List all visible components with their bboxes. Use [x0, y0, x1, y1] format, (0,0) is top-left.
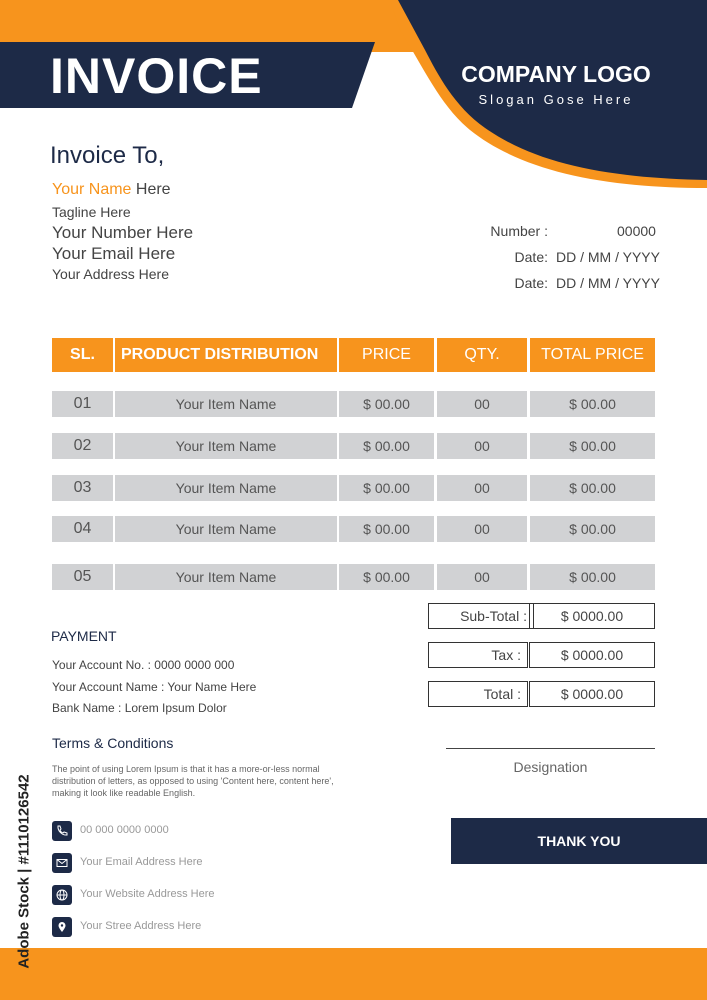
due-date-value: DD / MM / YYYY — [556, 275, 660, 291]
row-price: $ 00.00 — [339, 433, 434, 459]
tax-label: Tax : — [428, 642, 528, 668]
account-number: Your Account No. : 0000 0000 000 — [52, 658, 235, 672]
row-name: Your Item Name — [115, 391, 337, 417]
header-qty: QTY. — [437, 338, 527, 372]
client-name-rest: Here — [131, 181, 171, 198]
date-value: DD / MM / YYYY — [556, 249, 660, 265]
thank-you-banner: THANK YOU — [451, 818, 707, 864]
row-total: $ 00.00 — [530, 433, 655, 459]
subtotal-value: $ 0000.00 — [529, 603, 655, 629]
signature-line — [446, 748, 655, 749]
contact-website: Your Website Address Here — [80, 888, 215, 900]
terms-body: The point of using Lorem Ipsum is that it has a more-or-less normal distribution of letters, as opposed to using 'Content here, content here', making it look like readable English. — [52, 764, 334, 798]
email-icon — [52, 853, 72, 873]
total-value: $ 0000.00 — [529, 681, 655, 707]
invoice-to-heading: Invoice To, — [50, 142, 165, 169]
row-qty: 00 — [437, 391, 527, 417]
header-total: TOTAL PRICE — [530, 338, 655, 372]
terms-heading: Terms & Conditions — [52, 735, 174, 751]
phone-icon — [52, 821, 72, 841]
date-label: Date: — [514, 249, 548, 265]
header-sl: SL. — [52, 338, 113, 372]
row-qty: 00 — [437, 516, 527, 542]
contact-phone: 00 000 0000 0000 — [80, 824, 169, 836]
company-logo: COMPANY LOGO — [461, 61, 651, 87]
contact-address: Your Stree Address Here — [80, 920, 202, 932]
due-date-label: Date: — [514, 275, 548, 291]
header-product: PRODUCT DISTRIBUTION — [115, 338, 337, 372]
subtotal-label: Sub-Total : — [428, 603, 534, 629]
client-name — [52, 181, 171, 199]
stock-watermark — [9, 760, 33, 990]
company-slogan: Slogan Gose Here — [478, 92, 634, 107]
header-price: PRICE — [339, 338, 434, 372]
bank-name: Bank Name : Lorem Ipsum Dolor — [52, 701, 227, 715]
watermark-text: Adobe Stock | #1110126542 — [15, 774, 33, 969]
invoice-number-value: 00000 — [617, 223, 656, 239]
client-address: Your Address Here — [52, 266, 169, 282]
row-name: Your Item Name — [115, 433, 337, 459]
globe-icon — [52, 885, 72, 905]
row-qty: 00 — [437, 564, 527, 590]
contact-email: Your Email Address Here — [80, 856, 203, 868]
footer-band — [0, 948, 707, 1000]
row-sl: 03 — [52, 475, 113, 501]
account-name: Your Account Name : Your Name Here — [52, 680, 257, 694]
row-sl: 04 — [52, 516, 113, 542]
client-email: Your Email Here — [52, 244, 176, 263]
row-sl: 05 — [52, 564, 113, 590]
row-total: $ 00.00 — [530, 391, 655, 417]
invoice-number-label: Number : — [490, 223, 548, 239]
designation: Designation — [513, 759, 588, 775]
row-total: $ 00.00 — [530, 516, 655, 542]
row-qty: 00 — [437, 475, 527, 501]
row-name: Your Item Name — [115, 475, 337, 501]
row-total: $ 00.00 — [530, 475, 655, 501]
row-price: $ 00.00 — [339, 475, 434, 501]
tax-value: $ 0000.00 — [529, 642, 655, 668]
invoice-title: INVOICE — [50, 48, 263, 104]
client-number: Your Number Here — [52, 223, 194, 242]
client-name-highlight: Your Name — [52, 181, 132, 198]
row-name: Your Item Name — [115, 516, 337, 542]
row-qty: 00 — [437, 433, 527, 459]
row-total: $ 00.00 — [530, 564, 655, 590]
row-sl: 02 — [52, 433, 113, 459]
payment-heading: PAYMENT — [51, 628, 117, 644]
client-tagline: Tagline Here — [52, 204, 131, 220]
row-price: $ 00.00 — [339, 516, 434, 542]
row-sl: 01 — [52, 391, 113, 417]
row-price: $ 00.00 — [339, 391, 434, 417]
location-icon — [52, 917, 72, 937]
row-price: $ 00.00 — [339, 564, 434, 590]
row-name: Your Item Name — [115, 564, 337, 590]
total-label: Total : — [428, 681, 528, 707]
